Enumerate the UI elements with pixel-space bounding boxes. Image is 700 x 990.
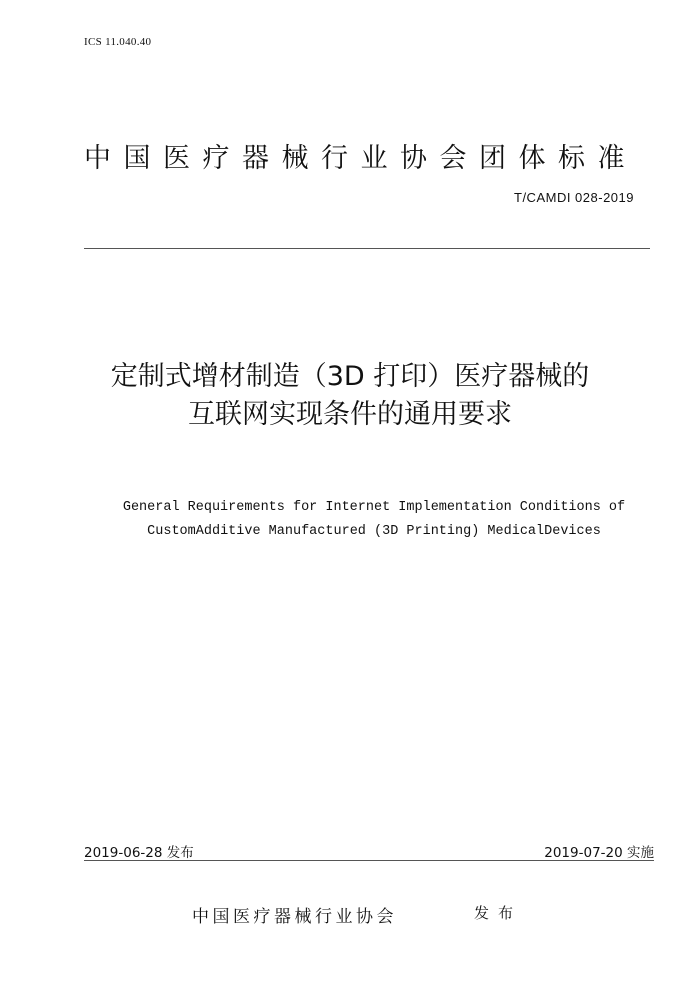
chinese-title-line-2: 互联网实现条件的通用要求 xyxy=(188,399,512,430)
issue-date: 2019-06-28 发布 xyxy=(84,845,194,861)
organization-standard-title: 中国医疗器械行业协会团体标准 xyxy=(84,143,637,174)
chinese-title-line-1: 定制式增材制造（3D 打印）医疗器械的 xyxy=(110,361,590,392)
footer-divider xyxy=(84,860,654,861)
implementation-date: 2019-07-20 实施 xyxy=(544,845,654,861)
english-title-line-2: CustomAdditive Manufactured (3D Printing) MedicalDevices xyxy=(147,524,601,539)
english-title-line-1: General Requirements for Internet Implementation Conditions of xyxy=(122,500,626,515)
header-divider xyxy=(84,248,650,249)
publisher-name: 中国医疗器械行业协会 xyxy=(192,907,397,927)
ics-code: ICS 11.040.40 xyxy=(84,36,152,48)
publish-label: 发布 xyxy=(474,904,523,922)
standard-number: T/CAMDI 028-2019 xyxy=(514,190,634,205)
